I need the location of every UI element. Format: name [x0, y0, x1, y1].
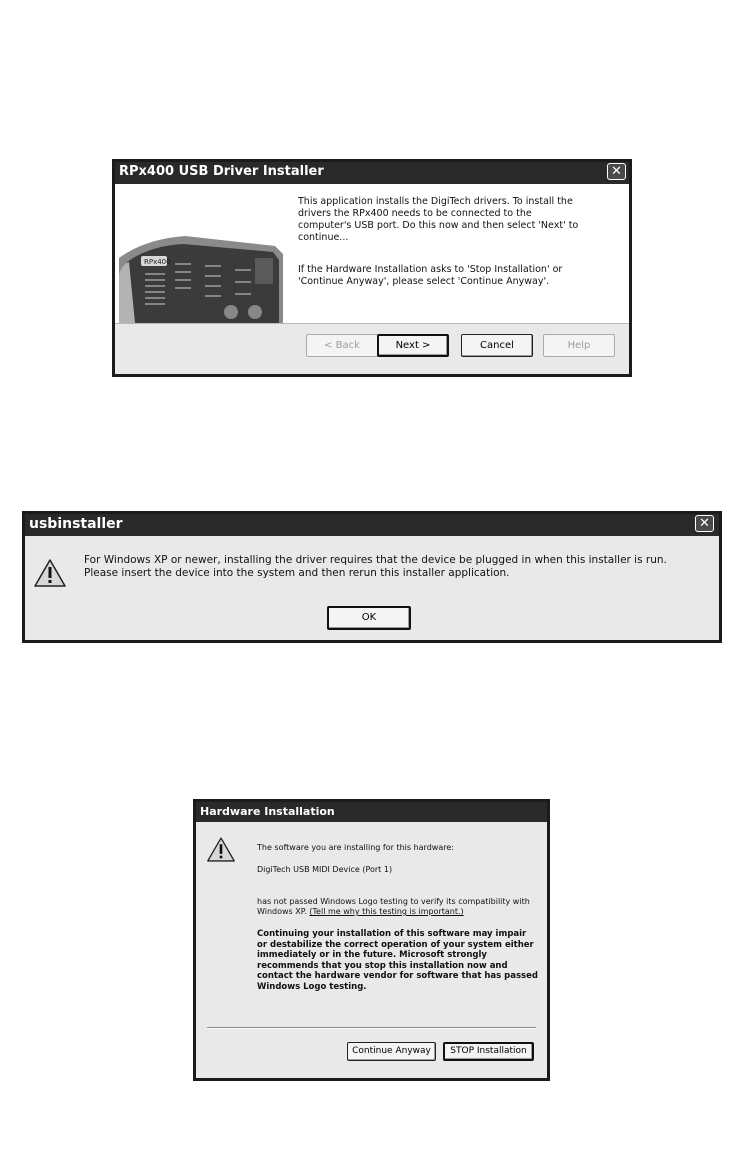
continue-anyway-button[interactable]: Continue Anyway — [347, 1042, 436, 1061]
tell-me-why-link[interactable]: (Tell me why this testing is important.) — [309, 907, 464, 916]
message-body — [25, 536, 719, 640]
driver-installer-window — [112, 159, 632, 377]
logo-test-statement: has not passed Windows Logo testing to verify its compatibility with Windows XP. — [257, 897, 530, 916]
close-button[interactable]: ✕ — [607, 163, 626, 180]
close-button[interactable]: ✕ — [695, 515, 714, 532]
stop-installation-button[interactable]: STOP Installation — [443, 1042, 534, 1061]
logo-test-text — [257, 897, 537, 917]
device-name: DigiTech USB MIDI Device (Port 1) — [257, 865, 393, 874]
note-paragraph: If the Hardware Installation asks to 'Stop Installation' or 'Continue Anyway', please select 'Continue Anyway'. — [298, 264, 563, 287]
window-title: usbinstaller — [29, 516, 123, 532]
dialog-body — [115, 184, 629, 374]
window-title: RPx400 USB Driver Installer — [119, 164, 324, 179]
window-title: Hardware Installation — [200, 805, 335, 818]
next-button[interactable]: Next > — [377, 334, 449, 357]
ok-button[interactable]: OK — [327, 606, 411, 630]
device-logo-text: RPx400 — [144, 258, 171, 266]
usbinstaller-window — [22, 511, 722, 643]
warning-text: Continuing your installation of this software may impair or destabilize the correct operation of your system either immediately or in the future. Microsoft strongly recommends that you stop this installation now and contact the hardware vendor for software that has passed Windows Logo testing. — [257, 929, 538, 992]
warning-icon — [33, 558, 67, 588]
hardware-installation-window — [193, 799, 550, 1081]
back-button[interactable]: < Back — [306, 334, 378, 357]
title-bar[interactable] — [25, 514, 719, 536]
rpx400-device-image — [115, 184, 283, 323]
title-bar[interactable] — [196, 802, 547, 822]
title-bar[interactable] — [115, 162, 629, 184]
intro-paragraph: This application installs the DigiTech drivers. To install the drivers the RPx400 needs to be connected to the computer's USB port. Do this now and then select 'Next' to continue... — [298, 196, 579, 243]
intro-text: The software you are installing for this hardware: — [257, 843, 454, 852]
separator — [207, 1027, 536, 1029]
warning-icon — [206, 836, 236, 863]
dialog-body — [196, 822, 547, 1078]
help-button[interactable]: Help — [543, 334, 615, 357]
message-text: For Windows XP or newer, installing the driver requires that the device be plugged in when this installer is run. Please insert the device into the system and then rerun this installer application. — [84, 554, 667, 579]
cancel-button[interactable]: Cancel — [461, 334, 533, 357]
